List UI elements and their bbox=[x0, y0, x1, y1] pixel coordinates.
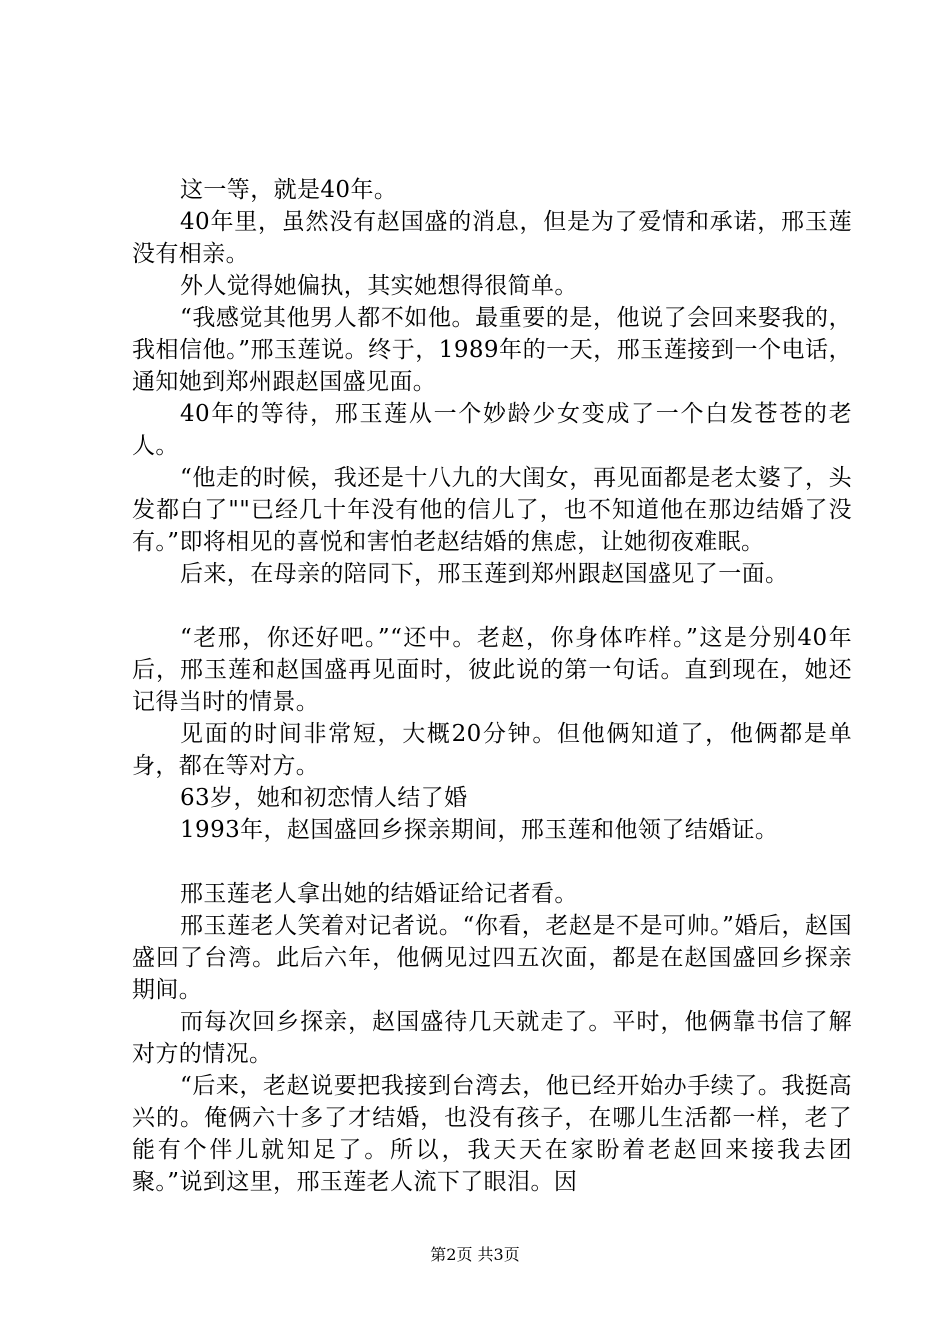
paragraph: 外人觉得她偏执，其实她想得很简单。 bbox=[180, 273, 578, 299]
paragraph: “后来，老赵说要把我接到台湾去，他已经开始办手续了。我挺高兴的。俺俩六十多了才结婚，也没有孩子，在哪儿生活都一样，老了能有个伴儿就知足了。所以，我天天在家盼着老赵回来接我去团聚。”说到这里，邢玉莲老人流下了眼泪。因 bbox=[132, 1073, 852, 1195]
paragraph: 邢玉莲老人笑着对记者说。“你看，老赵是不是可帅。”婚后，赵国盛回了台湾。此后六年，他俩见过四五次面，都是在赵国盛回乡探亲期间。 bbox=[132, 913, 852, 1003]
paragraph: 见面的时间非常短，大概20分钟。但他俩知道了，他俩都是单身，都在等对方。 bbox=[132, 721, 852, 779]
paragraph: “老邢，你还好吧。”“还中。老赵，你身体咋样。”这是分别40年后，邢玉莲和赵国盛再见面时，彼此说的第一句话。直到现在，她还记得当时的情景。 bbox=[132, 625, 852, 715]
page-number-footer: 第2页 共3页 bbox=[430, 1245, 520, 1264]
paragraph: “我感觉其他男人都不如他。最重要的是，他说了会回来娶我的，我相信他。”邢玉莲说。终于，1989年的一天，邢玉莲接到一个电话，通知她到郑州跟赵国盛见面。 bbox=[132, 305, 852, 395]
paragraph: 而每次回乡探亲，赵国盛待几天就走了。平时，他俩靠书信了解对方的情况。 bbox=[132, 1009, 852, 1067]
section-heading: 63岁，她和初恋情人结了婚 bbox=[180, 785, 468, 811]
article-body bbox=[132, 174, 852, 1198]
paragraph: “他走的时候，我还是十八九的大闺女，再见面都是老太婆了，头发都白了""已经几十年没有他的信儿了，也不知道他在那边结婚了没有。”即将相见的喜悦和害怕老赵结婚的焦虑，让她彻夜难眠。 bbox=[132, 465, 852, 555]
paragraph: 邢玉莲老人拿出她的结婚证给记者看。 bbox=[180, 881, 578, 907]
paragraph: 1993年，赵国盛回乡探亲期间，邢玉莲和他领了结婚证。 bbox=[180, 817, 779, 843]
paragraph: 40年的等待，邢玉莲从一个妙龄少女变成了一个白发苍苍的老人。 bbox=[132, 401, 852, 459]
paragraph: 这一等，就是40年。 bbox=[180, 177, 398, 203]
paragraph: 40年里，虽然没有赵国盛的消息，但是为了爱情和承诺，邢玉莲没有相亲。 bbox=[132, 209, 852, 267]
paragraph: 后来，在母亲的陪同下，邢玉莲到郑州跟赵国盛见了一面。 bbox=[180, 561, 789, 587]
